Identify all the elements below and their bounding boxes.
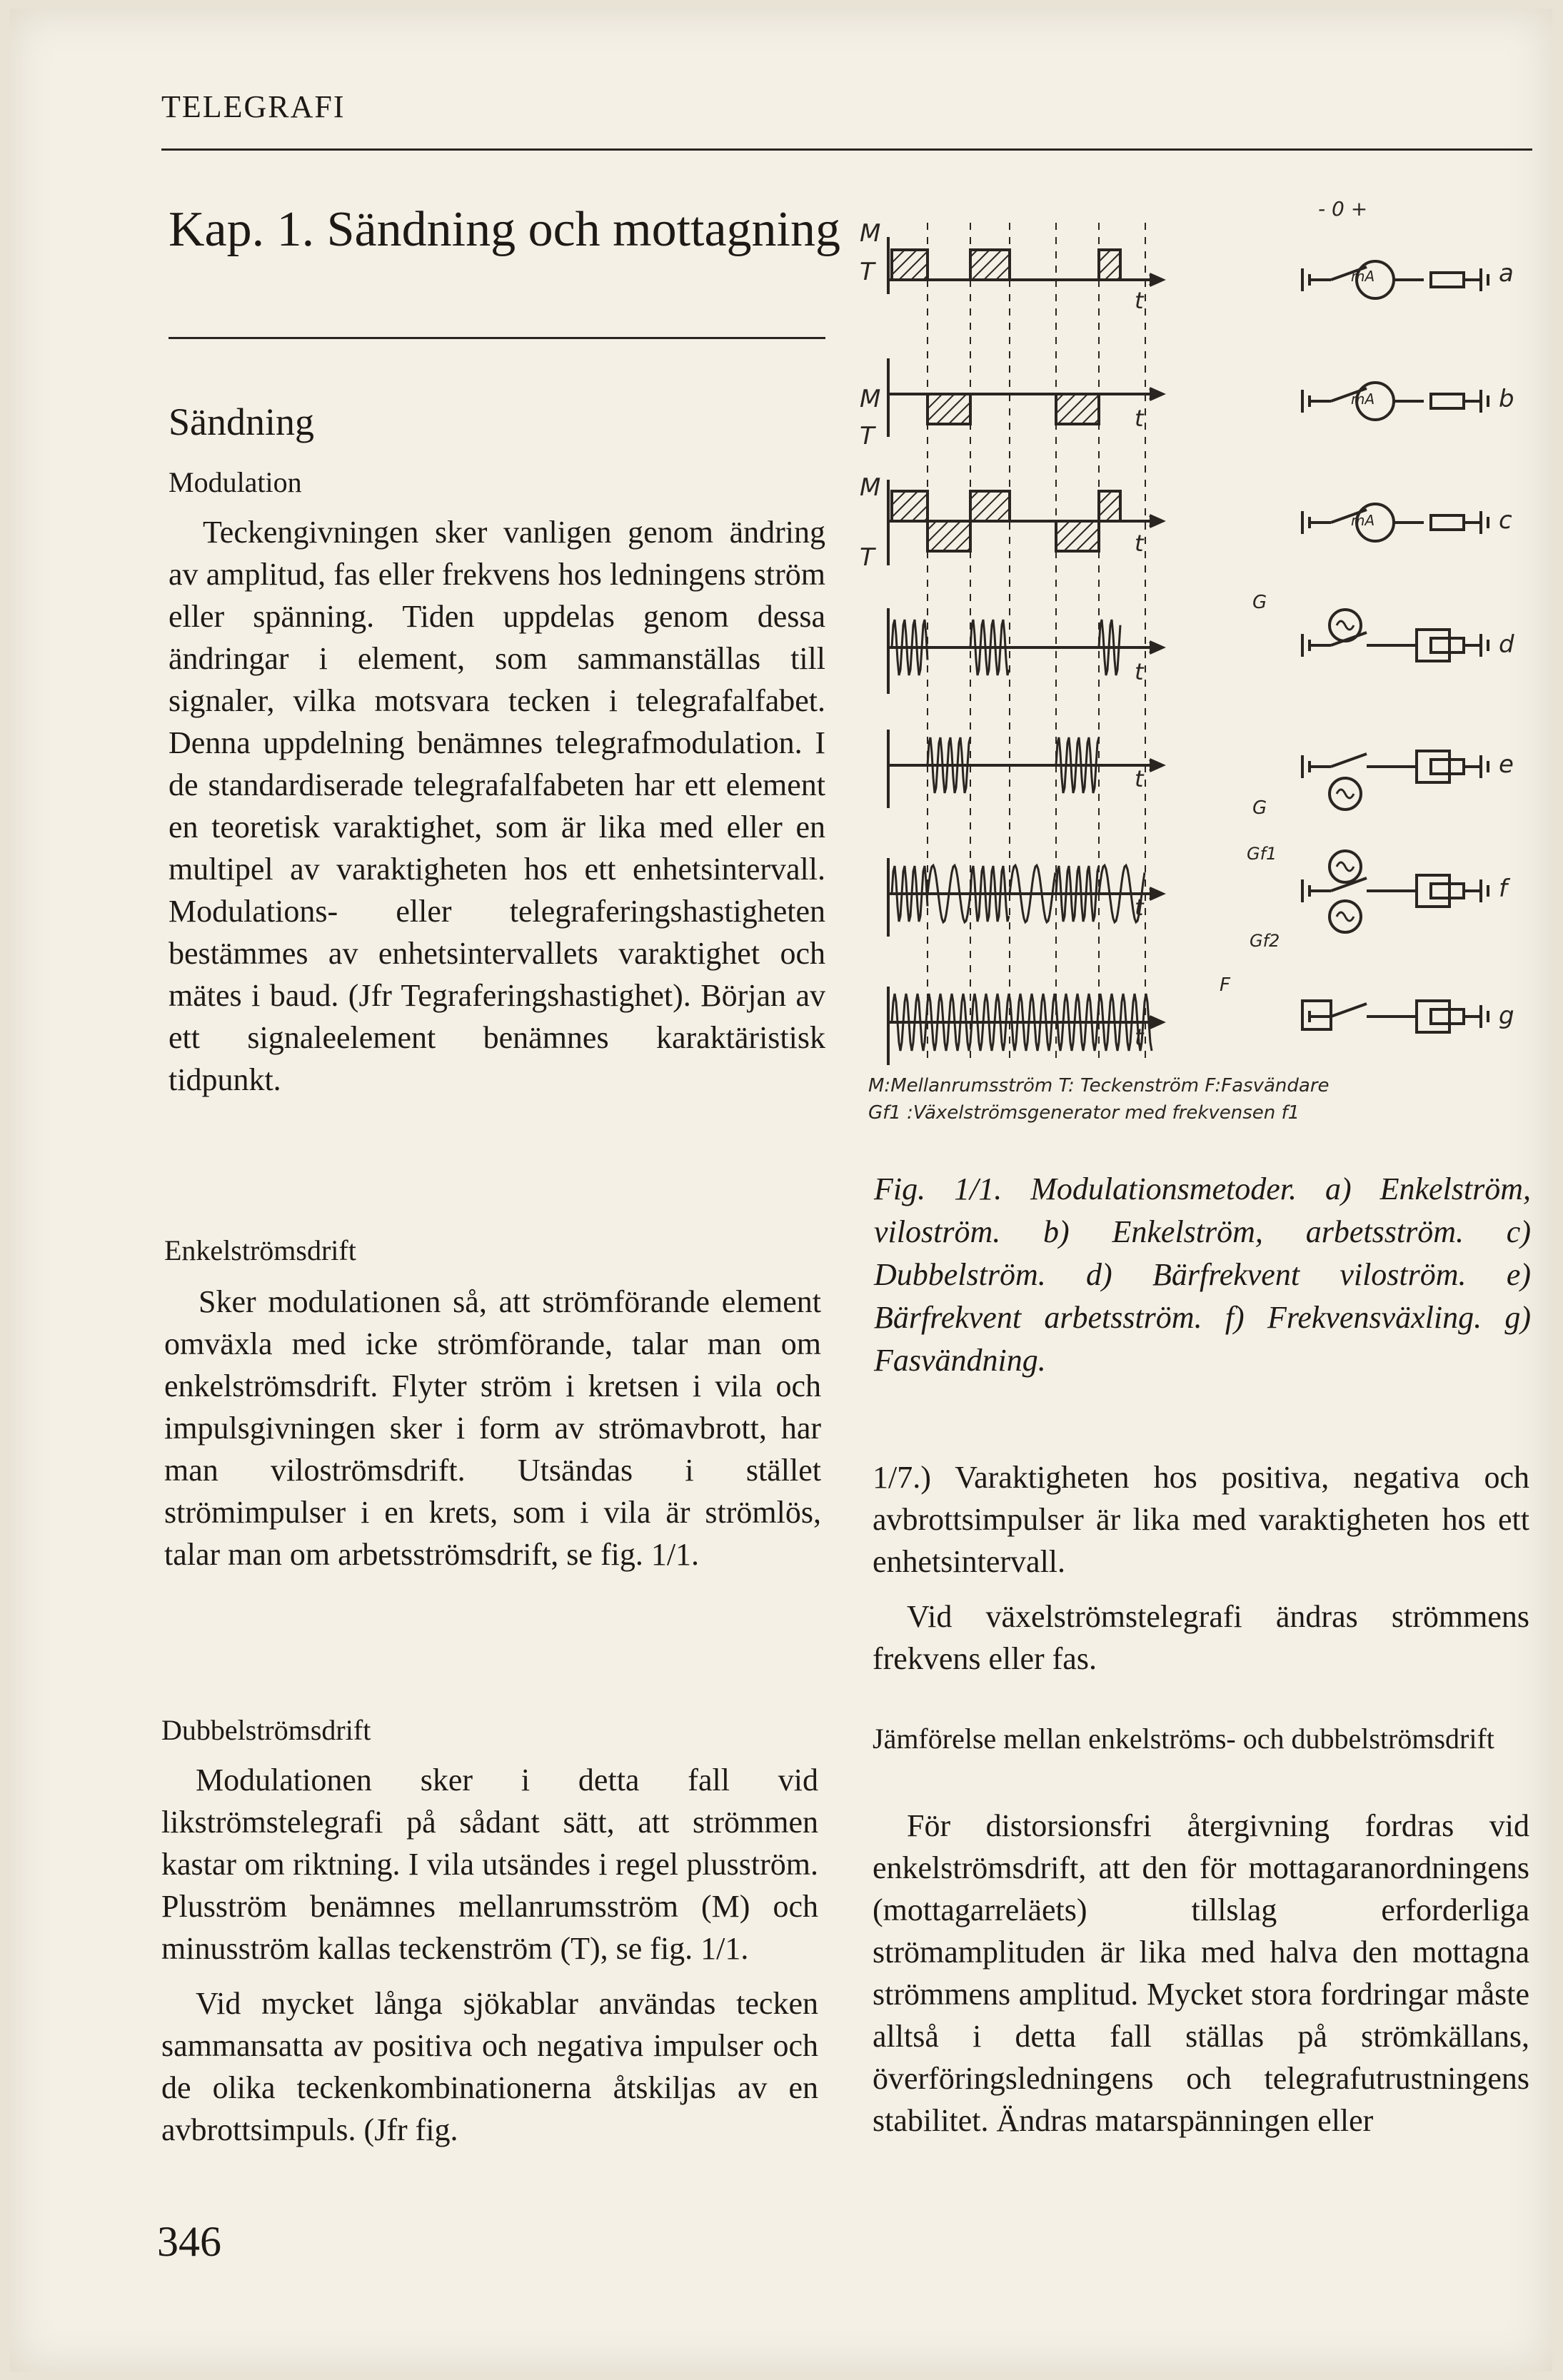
jamforelse-heading: Jämförelse mellan enkelströms- och dubbelströmsdrift [873, 1723, 1494, 1755]
legend-line-1: M:Mellanrumsström T: Teckenström F:Fasvändare [868, 1075, 1330, 1096]
pulse-c-down-1 [1056, 521, 1099, 551]
meter-label-b: mA [1351, 390, 1375, 408]
axis-label-t-f: t [1135, 894, 1144, 921]
axis-label-t-g: t [1135, 1024, 1144, 1051]
figure-caption: Fig. 1/1. Modulationsmetoder. a) Enkelström, viloström. b) Enkelström, arbetsström. c) Dubbelström. d) Bärfrekvent viloström. e) Bärfrekvent arbetsström. f) Frekvensväxling. g) Fasvändning. [874, 1171, 1531, 1378]
continuation-paragraph: 1/7.) Varaktigheten hos positiva, negativa och avbrottsimpulser är lika med varaktigheten hos ett enhetsintervall. [873, 1460, 1529, 1579]
row-letter-c: c [1499, 506, 1512, 535]
axis-label-T-b: T [860, 422, 875, 450]
gen-label-f1: Gf1 [1247, 844, 1277, 864]
enkel-paragraph: Sker modulationen så, att strömförande element omväxla med icke strömförande, talar man om enkelströmsdrift. Flyter ström i kretsen i vila och impulsgivningen sker i form av strömavbrott, har man viloströmsdrift. Utsändas i stället strömimpulser i en krets, som i vila är strömlös, talar man om arbetsströmsdrift, se fig. 1/1. [164, 1284, 821, 1572]
axis-arrow-g [1150, 1017, 1162, 1028]
meter-label-a: mA [1351, 268, 1375, 285]
vaxelstrom-paragraph: Vid växelströmstelegrafi ändras strömmens frekvens eller fas. [873, 1599, 1529, 1676]
axis-label-t-b: t [1135, 405, 1144, 432]
circuit-e-switch [1331, 754, 1367, 767]
circuit-f-resistor [1431, 884, 1464, 898]
pulse-a-1 [970, 250, 1010, 280]
pulse-b-0 [928, 394, 970, 424]
dubbel-heading: Dubbelströmsdrift [161, 1714, 371, 1746]
generator-f1-sine [1337, 862, 1354, 871]
circuit-f-relay [1417, 875, 1449, 907]
pulse-c-up-2 [1099, 491, 1120, 521]
row-letter-g: g [1499, 1002, 1514, 1030]
row-letter-f: f [1499, 874, 1507, 903]
axis-arrow-f [1150, 888, 1162, 899]
enkel-heading: Enkelströmsdrift [164, 1234, 356, 1266]
dubbel-paragraph-2: Vid mycket långa sjökablar användas tecken sammansatta av positiva och negativa impulser och de olika teckenkombinationerna åtskiljas av en avbrottsimpuls. (Jfr fig. [161, 1986, 818, 2147]
right-column-text [873, 1456, 1529, 1680]
axis-label-T-a: T [860, 258, 875, 286]
axis-label-t-e: t [1135, 765, 1144, 792]
pulse-c-up-0 [892, 491, 928, 521]
gen-label-d: G [1252, 592, 1267, 613]
dubbel-paragraph-1: Modulationen sker i detta fall vid likströmstelegrafi på sådant sätt, att strömmen kastar om riktning. I vila utsändes i regel plusström. Plusström benämnes mellanrumsström (M) och minusström kallas teckenström (T), se fig. 1/1. [161, 1763, 818, 1966]
gen-label-e: G [1252, 797, 1267, 819]
header-rule [161, 148, 1532, 151]
axis-label-T-c: T [860, 543, 875, 572]
legend-line-2: Gf1 :Växelströmsgenerator med frekvensen f1 [868, 1102, 1300, 1124]
figure-legend [868, 1072, 1511, 1126]
circuit-g-resistor [1431, 1009, 1464, 1024]
chapter-title: Kap. 1. Sändning och mottagning [169, 202, 841, 257]
generator-f2-sine [1337, 912, 1354, 921]
page-number: 346 [157, 2218, 221, 2265]
modulation-figure [853, 180, 1538, 1065]
meter-label-c: mA [1351, 512, 1375, 529]
pulse-b-1 [1056, 394, 1099, 424]
modulation-text [169, 511, 825, 1101]
pulse-a-0 [892, 250, 928, 280]
circuit-e-relay [1417, 751, 1449, 782]
axis-label-t-d: t [1135, 658, 1144, 685]
gen-label-F: F [1220, 974, 1230, 996]
axis-arrow-b [1150, 388, 1162, 400]
axis-arrow-e [1150, 760, 1162, 771]
section-heading: Sändning [169, 400, 315, 443]
axis-arrow-d [1150, 642, 1162, 653]
book-page [10, 9, 1552, 2371]
enkel-text [164, 1281, 821, 1575]
row-letter-b: b [1499, 385, 1514, 413]
pulse-a-2 [1099, 250, 1120, 280]
running-head: TELEGRAFI [161, 89, 346, 124]
circuit-b-resistor [1431, 394, 1464, 408]
modulation-paragraph: Teckengivningen sker vanligen genom ändring av amplitud, fas eller frekvens hos ledningens ström eller spänning. Tiden uppdelas genom dessa ändringar i element, som sammanställas till signaler, vilka motsvara tecken i telegrafalfabet. Denna uppdelning benämnes telegrafmodulation. I de standardiserade telegrafalfabeten har ett element en teoretisk varaktighet, som är lika med eller en multipel av varaktigheten hos ett enhetsintervall. Modulations- eller telegraferingshastigheten bestämmes av enhetsintervallets varaktighet och mätes i baud. (Jfr Tegraferingshastighet). Början av ett signaleelement benämnes karaktäristisk tidpunkt. [169, 515, 825, 1097]
modulation-heading: Modulation [169, 466, 302, 498]
title-rule [169, 337, 825, 339]
jamforelse-text [873, 1805, 1529, 2142]
jamforelse-paragraph: För distorsionsfri återgivning fordras vid enkelströmsdrift, att den för mottagaranordningens (mottagarreläets) tillslag erforderliga strömamplituden är lika med halva den mottagna strömmens amplitud. Mycket stora fordringar måste alltså i detta fall ställas på strömkällans, överföringsledningens och telegrafutrustningens stabilitet. Ändras matarspänningen eller [873, 1808, 1529, 2138]
row-letter-a: a [1499, 259, 1514, 288]
dubbel-text [161, 1759, 818, 2151]
circuit-e-resistor [1431, 760, 1464, 774]
circuit-d-resistor [1431, 638, 1464, 652]
circuit-g-switch [1331, 1004, 1367, 1017]
axis-label-M-b: M [860, 385, 881, 413]
circuit-d-relay [1417, 630, 1449, 661]
pulse-c-down-0 [928, 521, 970, 551]
axis-label-M-a: M [860, 219, 881, 248]
axis-label-t-a: t [1135, 287, 1144, 314]
pulse-c-up-1 [970, 491, 1010, 521]
generator-d-sine [1337, 621, 1354, 630]
axis-label-t-c: t [1135, 530, 1144, 557]
row-letter-d: d [1499, 630, 1514, 659]
circuit-c-resistor [1431, 515, 1464, 530]
circuit-a-resistor [1431, 273, 1464, 287]
generator-e-sine [1337, 790, 1354, 798]
axis-arrow-a [1150, 274, 1162, 286]
polarity-label: - 0 + [1318, 197, 1368, 221]
axis-arrow-c [1150, 515, 1162, 527]
axis-label-M-c: M [860, 473, 881, 502]
gen-label-f2: Gf2 [1250, 931, 1280, 951]
row-letter-e: e [1499, 750, 1514, 779]
circuit-g-relay [1417, 1001, 1449, 1032]
